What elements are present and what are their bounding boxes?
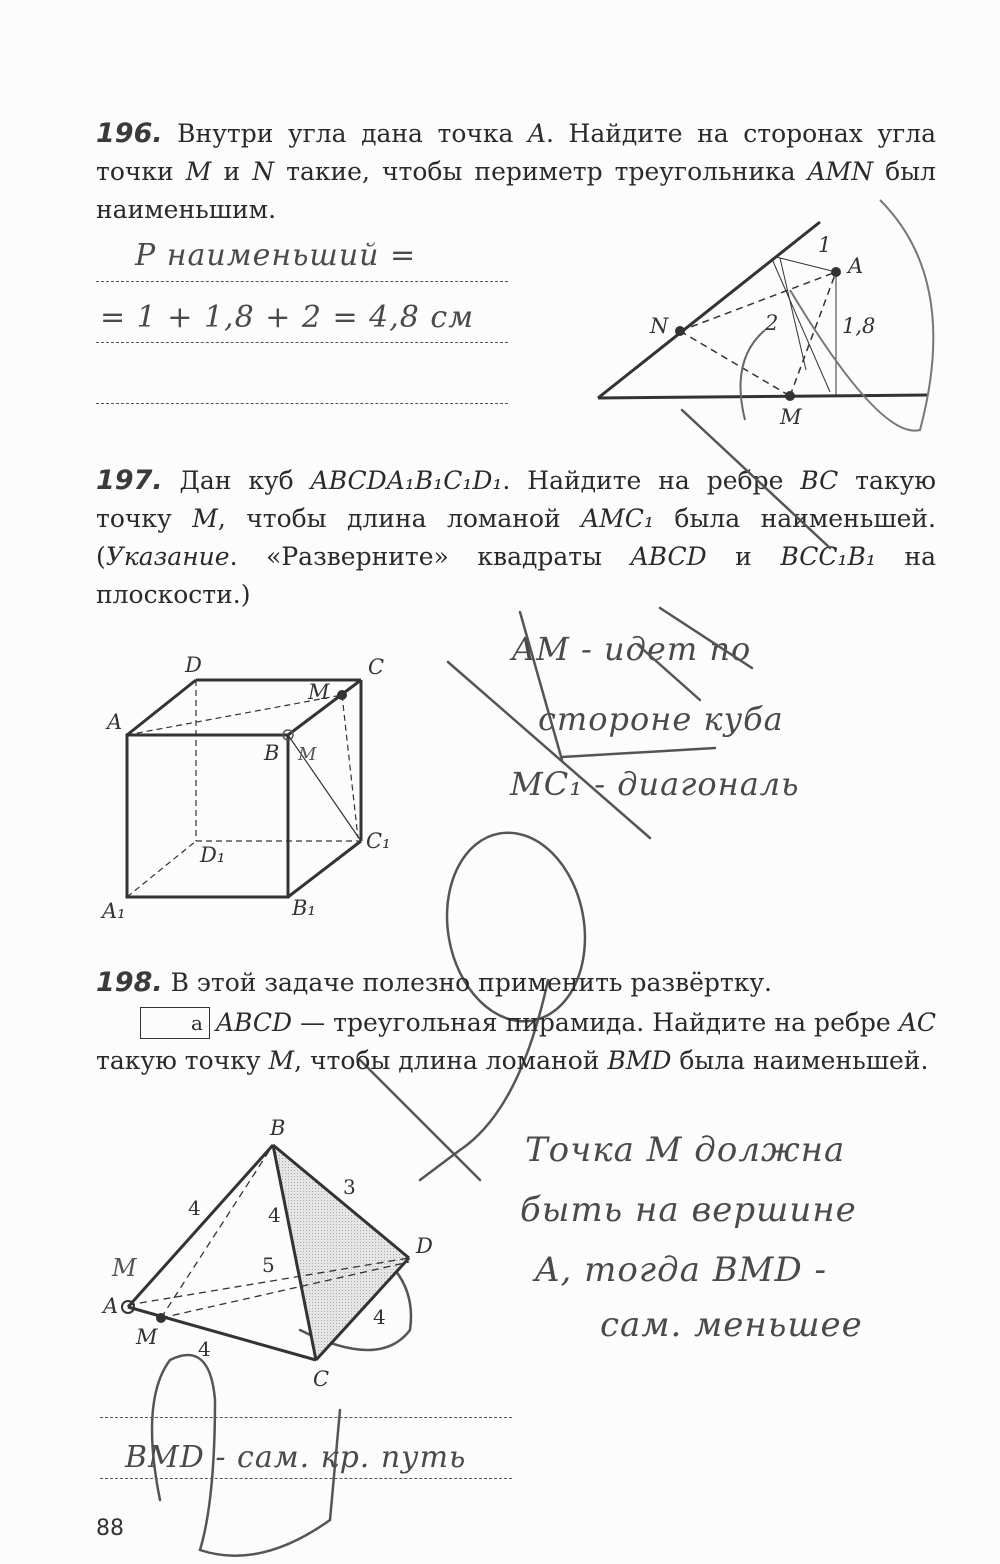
svg-text:D: D xyxy=(185,653,202,677)
handwritten-note-198-line2: быть на вершине xyxy=(520,1190,857,1230)
svg-text:M: M xyxy=(136,1325,158,1349)
svg-text:A₁: A₁ xyxy=(102,899,126,923)
svg-text:C: C xyxy=(368,655,385,679)
part-label-a: а xyxy=(140,1007,210,1039)
answer-line xyxy=(100,1417,512,1418)
svg-text:M: M xyxy=(308,680,330,704)
svg-text:2: 2 xyxy=(765,311,779,335)
svg-text:D₁: D₁ xyxy=(200,843,226,867)
problem-197-text: 197. Дан куб ABCDA₁B₁C₁D₁. Найдите на ребре BC такую точку M, чтобы длина ломаной AMC₁ была наименьшей. (Указание. «Разверните» квадраты ABCD и BCC₁B₁ на плоскости.) xyxy=(96,465,936,609)
svg-text:3: 3 xyxy=(343,1175,356,1199)
handwritten-note-197-line3: MC₁ - диагональ xyxy=(510,765,800,803)
svg-text:B: B xyxy=(270,1116,286,1140)
svg-text:M: M xyxy=(112,1254,137,1282)
problem-196-text: 196. Внутри угла дана точка A. Найдите на сторонах угла точки M и N такие, чтобы периметр треугольника AMN был наименьшим. xyxy=(96,118,937,224)
page-number: 88 xyxy=(96,1516,124,1541)
answer-line xyxy=(100,1478,512,1479)
handwritten-note-198-line1: Точка M должна xyxy=(525,1130,846,1170)
svg-text:A: A xyxy=(107,710,123,734)
svg-text:1,8: 1,8 xyxy=(842,314,876,338)
problem-198-intro: 198. В этой задаче полезно применить развёртку. xyxy=(96,967,772,998)
svg-text:B₁: B₁ xyxy=(292,896,316,920)
problem-196-number: 196. xyxy=(96,118,163,149)
handwritten-answer-198: BMD - сам. кр. путь xyxy=(125,1440,467,1475)
svg-text:5: 5 xyxy=(262,1253,275,1277)
handwritten-answer-196-line1: P наименьший = xyxy=(135,238,417,273)
handwritten-answer-196-line2: = 1 + 1,8 + 2 = 4,8 см xyxy=(100,300,475,335)
svg-text:M: M xyxy=(298,744,317,765)
svg-text:4: 4 xyxy=(373,1305,386,1329)
problem-197-number: 197. xyxy=(96,465,163,496)
svg-text:M: M xyxy=(780,405,802,429)
problem-198a-text: а ABCD — треугольная пирамида. Найдите на ребре AC такую точку M, чтобы длина ломаной BMD была наименьшей. xyxy=(96,1008,936,1075)
svg-text:4: 4 xyxy=(198,1337,211,1361)
svg-text:4: 4 xyxy=(268,1203,281,1227)
handwritten-note-198-line4: сам. меньшее xyxy=(600,1305,863,1345)
svg-text:C₁: C₁ xyxy=(366,829,391,853)
problem-198-number: 198. xyxy=(96,967,163,998)
handwritten-note-197-line2: стороне куба xyxy=(538,700,784,738)
svg-text:A: A xyxy=(103,1294,119,1318)
handwritten-note-197-line1: AM - идет по xyxy=(512,630,752,668)
svg-text:N: N xyxy=(650,314,669,338)
handwritten-note-198-line3: A, тогда BMD - xyxy=(535,1250,828,1290)
svg-text:A: A xyxy=(848,254,864,278)
svg-text:B: B xyxy=(264,741,280,765)
svg-text:4: 4 xyxy=(188,1196,201,1220)
svg-text:1: 1 xyxy=(818,233,832,257)
svg-text:D: D xyxy=(416,1234,433,1258)
svg-text:C: C xyxy=(313,1367,330,1391)
